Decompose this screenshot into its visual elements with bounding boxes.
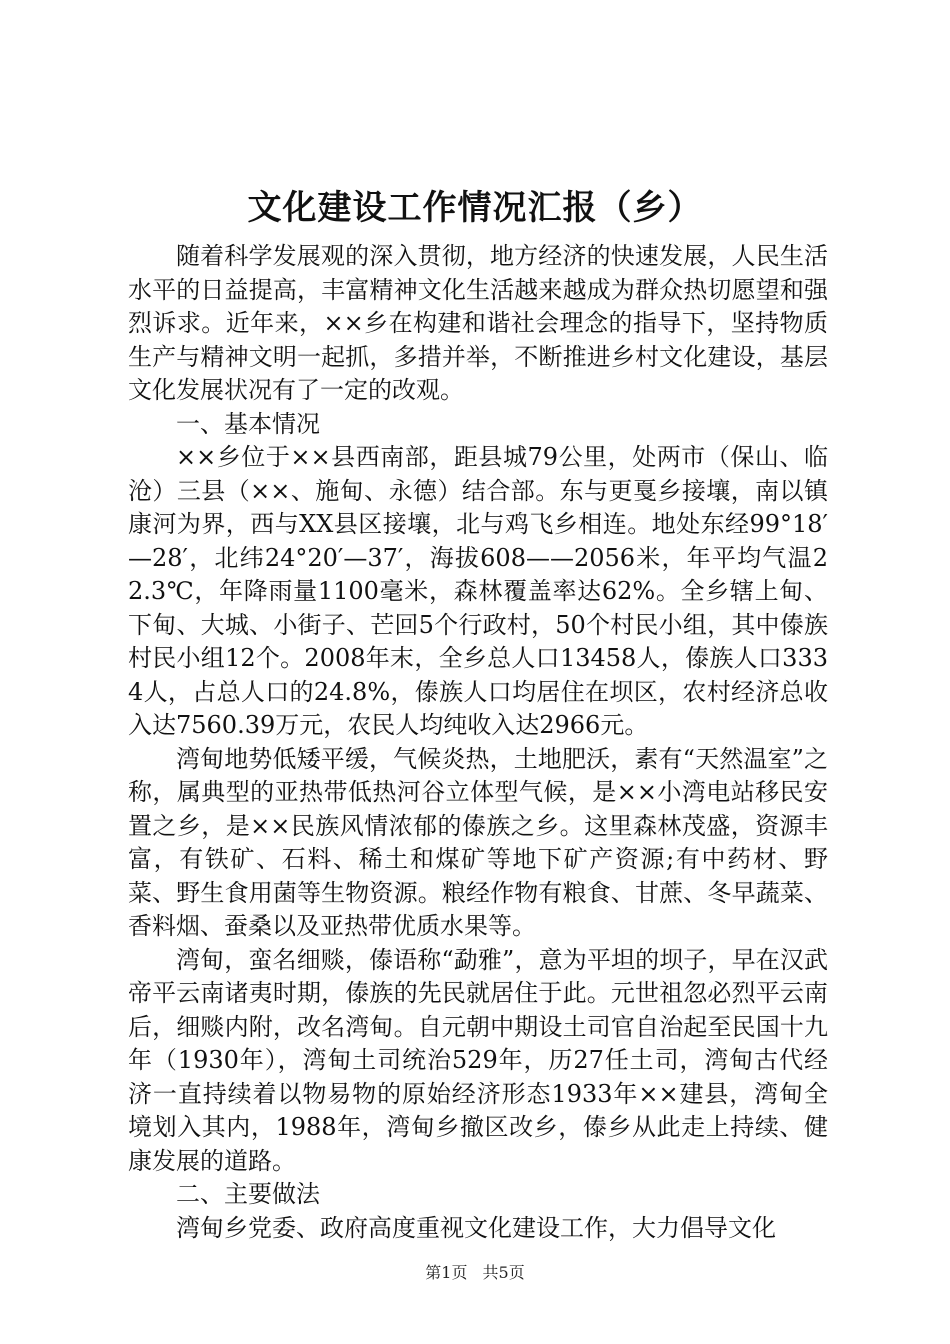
document-title: 文化建设工作情况汇报（乡）: [247, 188, 703, 228]
paragraph-measures: 湾甸乡党委、政府高度重视文化建设工作，大力倡导文化: [176, 1213, 776, 1242]
page-number: 第1页: [425, 1263, 468, 1282]
section-heading-main-measures: 二、主要做法: [176, 1180, 320, 1208]
paragraph-location: ××乡位于××县西南部，距县城79公里，处两市（保山、临沧）三县（××、施甸、永德）结合部。东与更戛乡接壤，南以镇康河为界，西与XX县区接壤，北与鸡飞乡相连。地处东经99°18′—28′，北纬24°20′—37′，海拔608——2056米，年平均气温22.3℃，年降雨量1100毫米，森林覆盖率达62%。全乡辖上甸、下甸、大城、小街子、芒回5个行政村，50个村民小组，其中傣族村民小组12个。2008年末，全乡总人口13458人，傣族人口3334人，占总人口的24.8%，傣族人口均居住在坝区，农村经济总收入达7560.39万元，农民人均纯收入达2966元。: [128, 443, 828, 739]
document-body: [128, 240, 828, 1245]
page-total: 共5页: [482, 1263, 525, 1282]
paragraph-geography: 湾甸地势低矮平缓，气候炎热，土地肥沃，素有“天然温室”之称，属典型的亚热带低热河谷立体型气候，是××小湾电站移民安置之乡，是××民族风情浓郁的傣族之乡。这里森林茂盛，资源丰富，有铁矿、石料、稀土和煤矿等地下矿产资源;有中药材、野菜、野生食用菌等生物资源。粮经作物有粮食、甘蔗、冬早蔬菜、香料烟、蚕桑以及亚热带优质水果等。: [128, 744, 828, 940]
page-footer: [0, 1262, 950, 1284]
section-heading-basic-situation: 一、基本情况: [176, 409, 320, 438]
paragraph-history: 湾甸，蛮名细赕，傣语称“勐雅”，意为平坦的坝子，早在汉武帝平云南诸夷时期，傣族的先民就居住于此。元世祖忽必烈平云南后，细赕内附，改名湾甸。自元朝中期设土司官自治起至民国十九年（1930年），湾甸土司统治529年，历27任土司，湾甸古代经济一直持续着以物易物的原始经济形态1933年××建县，湾甸全境划入其内，1988年，湾甸乡撤区改乡，傣乡从此走上持续、健康发展的道路。: [128, 945, 828, 1175]
paragraph-intro: 随着科学发展观的深入贯彻，地方经济的快速发展，人民生活水平的日益提高，丰富精神文化生活越来越成为群众热切愿望和强烈诉求。近年来，××乡在构建和谐社会理念的指导下，坚持物质生产与精神文明一起抓，多措并举，不断推进乡村文化建设，基层文化发展状况有了一定的改观。: [128, 242, 828, 404]
